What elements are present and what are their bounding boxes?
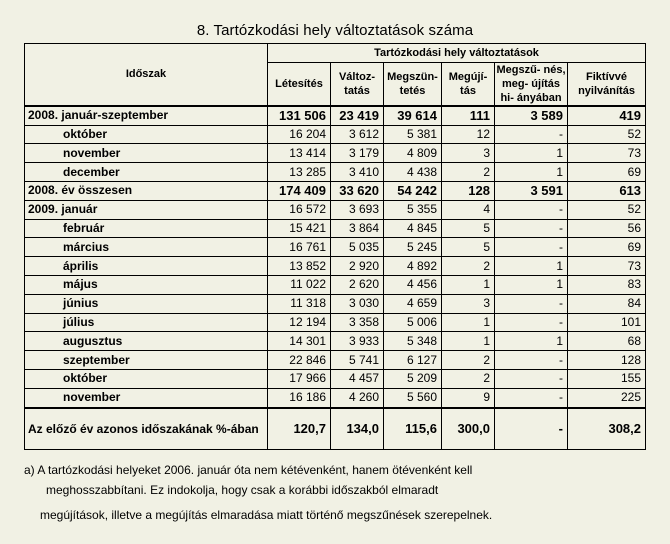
row-label: június	[25, 294, 268, 313]
row-value: 4 456	[384, 275, 442, 294]
row-value: 83	[568, 275, 646, 294]
table-row	[25, 332, 646, 351]
row-value: -	[495, 351, 568, 370]
row-value: 3 693	[331, 200, 384, 219]
table-row	[25, 163, 646, 182]
row-value: 128	[442, 181, 495, 200]
row-value: 11 022	[268, 275, 331, 294]
row-value: 14 301	[268, 332, 331, 351]
row-value: 17 966	[268, 369, 331, 388]
row-label: május	[25, 275, 268, 294]
row-value: 73	[568, 144, 646, 163]
row-value: 54 242	[384, 181, 442, 200]
row-value: 3	[442, 144, 495, 163]
row-value: 300,0	[442, 408, 495, 450]
header-col-valtoztatas: Változ- tatás	[331, 62, 384, 106]
header-col-fiktivve: Fiktívvé nyilvánítás	[568, 62, 646, 106]
row-value: 3 933	[331, 332, 384, 351]
row-label: szeptember	[25, 351, 268, 370]
footnote-line-2: meghosszabbítani. Ez indokolja, hogy csak a korábbi időszakból elmaradt	[46, 483, 439, 497]
row-value: 5	[442, 219, 495, 238]
header-period: Időszak	[25, 44, 268, 106]
row-label: április	[25, 257, 268, 276]
row-value: 4 659	[384, 294, 442, 313]
row-value: 174 409	[268, 181, 331, 200]
footnote-line-1: a) A tartózkodási helyeket 2006. január óta nem kétévenként, hanem ötévenként kell	[24, 463, 473, 477]
row-value: 13 852	[268, 257, 331, 276]
row-value: -	[495, 219, 568, 238]
row-value: -	[495, 369, 568, 388]
row-value: 3 030	[331, 294, 384, 313]
row-value: 5 560	[384, 388, 442, 407]
row-label: március	[25, 238, 268, 257]
row-label: december	[25, 163, 268, 182]
table-row	[25, 219, 646, 238]
row-value: 3 410	[331, 163, 384, 182]
row-value: 419	[568, 106, 646, 125]
header-col-megszunes: Megszű- nés, meg- újítás hi- ányában	[496, 63, 566, 104]
row-label: augusztus	[25, 332, 268, 351]
row-value: 225	[568, 388, 646, 407]
header-col-megszuntetes: Megszün- tetés	[384, 62, 442, 106]
row-value: 5 348	[384, 332, 442, 351]
row-value: 6 127	[384, 351, 442, 370]
table-row	[25, 408, 646, 450]
table-row	[25, 351, 646, 370]
table-row	[25, 144, 646, 163]
row-label: február	[25, 219, 268, 238]
row-value: 52	[568, 125, 646, 144]
table-row	[25, 294, 646, 313]
row-value: 23 419	[331, 106, 384, 125]
table-row	[25, 200, 646, 219]
table-row	[25, 238, 646, 257]
row-value: 13 414	[268, 144, 331, 163]
row-value: -	[495, 313, 568, 332]
row-value: 4	[442, 200, 495, 219]
row-value: 4 809	[384, 144, 442, 163]
row-label: október	[25, 125, 268, 144]
table-row	[25, 275, 646, 294]
row-value: 1	[495, 332, 568, 351]
row-value: 5 381	[384, 125, 442, 144]
row-value: 12	[442, 125, 495, 144]
row-value: -	[495, 294, 568, 313]
row-value: 308,2	[568, 408, 646, 450]
row-value: 1	[442, 332, 495, 351]
row-value: -	[495, 200, 568, 219]
row-value: 2	[442, 163, 495, 182]
row-value: 84	[568, 294, 646, 313]
row-value: 1	[442, 275, 495, 294]
header-col-letesites: Létesítés	[268, 62, 331, 106]
row-value: 16 761	[268, 238, 331, 257]
row-value: 3 589	[495, 106, 568, 125]
row-value: 4 260	[331, 388, 384, 407]
row-value: 115,6	[384, 408, 442, 450]
row-value: 69	[568, 163, 646, 182]
row-value: 155	[568, 369, 646, 388]
row-value: 120,7	[268, 408, 331, 450]
row-value: 16 572	[268, 200, 331, 219]
table-row	[25, 369, 646, 388]
row-label: 2009. január	[25, 200, 268, 219]
row-value: 52	[568, 200, 646, 219]
row-label: november	[25, 144, 268, 163]
row-value: 3 591	[495, 181, 568, 200]
row-value: -	[495, 408, 568, 450]
row-value: 128	[568, 351, 646, 370]
row-value: 1	[495, 275, 568, 294]
row-value: -	[495, 125, 568, 144]
row-value: 1	[442, 313, 495, 332]
row-value: 2	[442, 257, 495, 276]
row-label: 2008. január-szeptember	[25, 106, 268, 125]
row-value: 15 421	[268, 219, 331, 238]
row-value: 68	[568, 332, 646, 351]
row-value: 1	[495, 144, 568, 163]
row-value: 22 846	[268, 351, 331, 370]
row-value: 12 194	[268, 313, 331, 332]
row-value: 16 204	[268, 125, 331, 144]
row-value: 4 457	[331, 369, 384, 388]
table-row	[25, 106, 646, 125]
row-label: 2008. év összesen	[25, 181, 268, 200]
row-value: 3 864	[331, 219, 384, 238]
row-value: 5 245	[384, 238, 442, 257]
row-value: 5 209	[384, 369, 442, 388]
table-body	[25, 106, 646, 449]
header-col-megujitas: Megújí- tás	[442, 62, 495, 106]
row-value: 613	[568, 181, 646, 200]
row-value: -	[495, 238, 568, 257]
row-value: 5 035	[331, 238, 384, 257]
row-value: 13 285	[268, 163, 331, 182]
table-row	[25, 257, 646, 276]
row-value: 4 892	[384, 257, 442, 276]
row-value: -	[495, 388, 568, 407]
row-value: 2	[442, 351, 495, 370]
row-label: július	[25, 313, 268, 332]
row-value: 9	[442, 388, 495, 407]
row-value: 2 920	[331, 257, 384, 276]
row-value: 101	[568, 313, 646, 332]
row-value: 5	[442, 238, 495, 257]
row-value: 4 438	[384, 163, 442, 182]
footnote	[24, 460, 584, 525]
row-value: 131 506	[268, 106, 331, 125]
row-value: 2 620	[331, 275, 384, 294]
row-value: 3 612	[331, 125, 384, 144]
footnote-line-3: megújítások, illetve a megújítás elmaradása miatt történő megszűnések szerepelnek.	[40, 508, 493, 522]
row-value: 33 620	[331, 181, 384, 200]
row-value: 5 355	[384, 200, 442, 219]
table-row	[25, 388, 646, 407]
row-value: 73	[568, 257, 646, 276]
row-label: november	[25, 388, 268, 407]
row-value: 3 358	[331, 313, 384, 332]
table-row	[25, 125, 646, 144]
row-value: 69	[568, 238, 646, 257]
table-title: 8. Tartózkodási hely változtatások száma	[196, 22, 474, 39]
row-value: 11 318	[268, 294, 331, 313]
row-value: 16 186	[268, 388, 331, 407]
row-value: 4 845	[384, 219, 442, 238]
row-value: 39 614	[384, 106, 442, 125]
row-value: 111	[442, 106, 495, 125]
row-value: 3 179	[331, 144, 384, 163]
row-value: 5 006	[384, 313, 442, 332]
header-group: Tartózkodási hely változtatások	[268, 44, 646, 63]
row-value: 1	[495, 163, 568, 182]
row-value: 3	[442, 294, 495, 313]
table-row	[25, 313, 646, 332]
data-table	[24, 43, 646, 450]
row-value: 5 741	[331, 351, 384, 370]
row-value: 134,0	[331, 408, 384, 450]
table-row	[25, 181, 646, 200]
row-label: október	[25, 369, 268, 388]
row-label: Az előző év azonos időszakának %-ában	[25, 408, 268, 450]
row-value: 1	[495, 257, 568, 276]
row-value: 2	[442, 369, 495, 388]
row-value: 56	[568, 219, 646, 238]
